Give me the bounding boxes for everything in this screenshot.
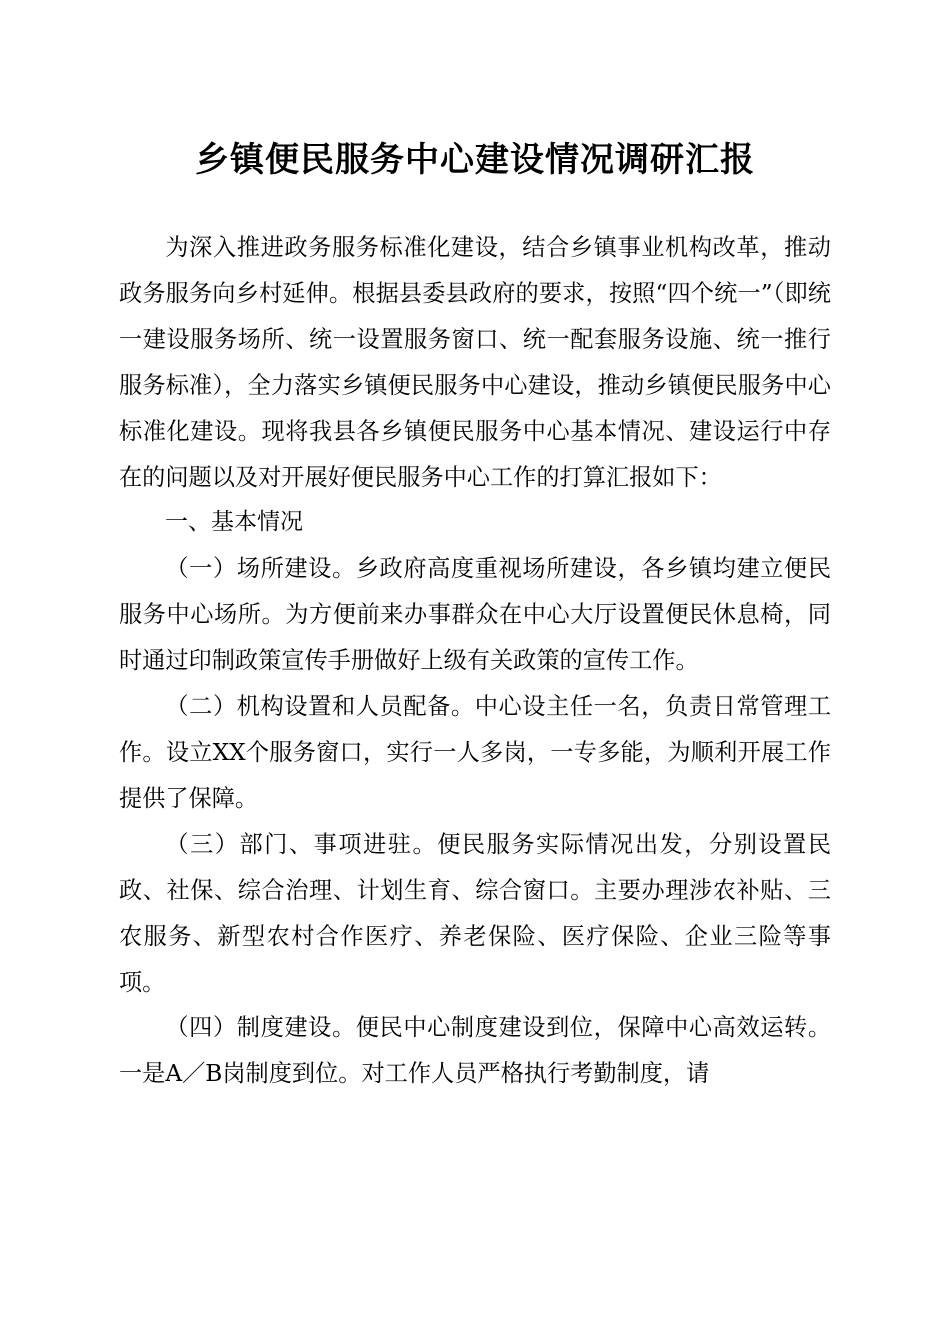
- intro-paragraph: 为深入推进政务服务标准化建设，结合乡镇事业机构改革，推动政务服务向乡村延伸。根据县委县政府的要求，按照“四个统一”（即统一建设服务场所、统一设置服务窗口、统一配套服务设施、统一推行服务标准），全力落实乡镇便民服务中心建设，推动乡镇便民服务中心标准化建设。现将我县各乡镇便民服务中心基本情况、建设运行中存在的问题以及对开展好便民服务中心工作的打算汇报如下：: [119, 234, 831, 491]
- paragraph-heading: （三）部门、事项进驻。: [165, 830, 438, 858]
- document-body: [119, 225, 831, 1097]
- section-heading: 一、基本情况: [165, 509, 303, 536]
- paragraph-heading: （四）制度建设。: [165, 1014, 356, 1042]
- paragraph-staffing: [119, 684, 831, 822]
- paragraph-text: 乡政府高度重视场所建设，各乡镇均建立便民服务中心场所。为方便前来办事群众在中心大厅设置便民休息椅，同时通过印制政策宣传手册做好上级有关政策的宣传工作。: [119, 555, 832, 675]
- paragraph-text: 便民中心制度建设到位，保障中心高效运转。一是A／B岗制度到位。对工作人员严格执行考勤制度，请: [119, 1014, 832, 1088]
- paragraph-systems: [119, 1005, 831, 1097]
- paragraph-site-construction: [119, 546, 831, 684]
- document-title: 乡镇便民服务中心建设情况调研汇报: [195, 140, 755, 180]
- paragraph-heading: （一）场所建设。: [165, 555, 356, 583]
- paragraph-text: 便民服务实际情况出发，分别设置民政、社保、综合治理、计划生育、综合窗口。主要办理涉农补贴、三农服务、新型农村合作医疗、养老保险、医疗保险、企业三险等事项。: [119, 830, 832, 996]
- paragraph-text: 中心设主任一名，负责日常管理工作。设立XX个服务窗口，实行一人多岗，一专多能，为顺利开展工作提供了保障。: [119, 693, 832, 812]
- paragraph-heading: （二）机构设置和人员配备。: [165, 693, 475, 721]
- paragraph-departments: [119, 822, 831, 1006]
